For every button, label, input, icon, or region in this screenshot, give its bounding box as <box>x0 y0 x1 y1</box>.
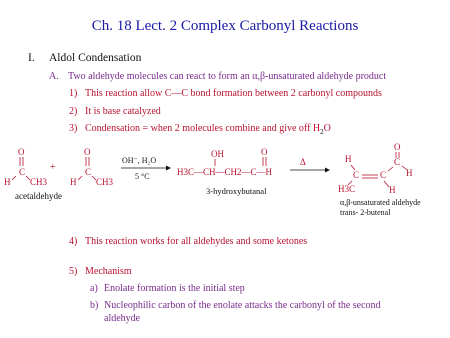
point-2-text: It is base catalyzed <box>85 106 161 117</box>
mechanism-a-text: Enolate formation is the initial step <box>104 283 245 294</box>
r1-bond-h <box>12 176 16 180</box>
point-3-number: 3) <box>69 123 78 134</box>
mechanism-b-text-2: aldehyde <box>104 313 141 324</box>
intro-text: Two aldehyde molecules can react to form an α,β-unsaturated aldehyde product <box>68 71 387 82</box>
section-title: Aldol Condensation <box>49 52 142 64</box>
reactant-second-aldehyde <box>70 147 114 187</box>
p-h-beta: H <box>345 154 352 164</box>
mechanism-step-b-continued <box>104 313 140 325</box>
p-carbon-1: C <box>394 157 401 167</box>
r1-methyl: CH3 <box>30 177 48 187</box>
section-numeral: I. <box>28 52 35 64</box>
r2-carbon: C <box>85 167 92 177</box>
point-5-text: Mechanism <box>85 266 132 277</box>
intro-letter: A. <box>49 71 59 82</box>
arrow-2-head <box>325 168 330 173</box>
r2-methyl: CH3 <box>96 177 114 187</box>
point-4-number: 4) <box>69 236 78 247</box>
p-carbon-3: C <box>353 170 360 180</box>
plus-sign: + <box>50 162 56 173</box>
p-methyl: H3C <box>338 184 356 194</box>
point-4 <box>69 236 307 248</box>
reactant-acetaldehyde <box>4 147 48 187</box>
r2-oxygen: O <box>84 147 91 157</box>
p-carbon-2: C <box>380 170 387 180</box>
r2-bond-h <box>78 176 82 180</box>
p-bond-c2 <box>388 167 393 171</box>
point-1-text: This reaction allow C—C bond formation between 2 carbonyl compounds <box>85 88 382 99</box>
conditions-reagents: OH⁻, H₂O <box>122 156 157 165</box>
reactant-name-acetaldehyde: acetaldehyde <box>15 191 62 201</box>
int-backbone: H3C—CH—CH2—C—H <box>177 167 273 177</box>
p-h-alpha: H <box>389 185 396 195</box>
arrow-1-head <box>166 166 171 171</box>
point-5-number: 5) <box>69 266 78 277</box>
product-trans-2-butenal <box>338 142 413 195</box>
heat-symbol: Δ <box>300 157 306 167</box>
int-hydroxyl: OH <box>211 149 224 159</box>
point-3-text: Condensation = when 2 molecules combine and give off H <box>85 123 321 134</box>
r1-carbon: C <box>19 167 26 177</box>
mechanism-step-b <box>90 300 381 312</box>
r1-hydrogen: H <box>4 177 11 187</box>
product-class-name: α,β-unsaturated aldehyde <box>340 198 421 207</box>
mechanism-a-letter: a) <box>90 283 98 294</box>
r1-oxygen: O <box>18 147 25 157</box>
point-4-text: This reaction works for all aldehydes and some ketones <box>85 236 308 247</box>
page-title: Ch. 18 Lect. 2 Complex Carbonyl Reactions <box>91 18 359 34</box>
conditions-temp: 5 °C <box>135 172 150 181</box>
int-oxygen: O <box>261 147 268 157</box>
point-3: 3) Condensation = when 2 molecules combine and give off $H_2O$ <box>69 123 331 136</box>
mechanism-step-a <box>90 283 245 295</box>
point-5 <box>69 266 132 278</box>
point-2-number: 2) <box>69 106 78 117</box>
point-3-tail: O <box>323 123 331 134</box>
mechanism-b-letter: b) <box>90 300 99 311</box>
point-1-number: 1) <box>69 88 78 99</box>
p-oxygen: O <box>394 142 401 152</box>
intermediate-name: 3-hydroxybutanal <box>206 186 267 196</box>
p-h-aldehyde: H <box>406 168 413 178</box>
r2-hydrogen: H <box>70 177 77 187</box>
mechanism-b-text: Nucleophilic carbon of the enolate attacks the carbonyl of the second <box>104 300 381 311</box>
product-iupac-name: trans- 2-butenal <box>340 208 391 217</box>
